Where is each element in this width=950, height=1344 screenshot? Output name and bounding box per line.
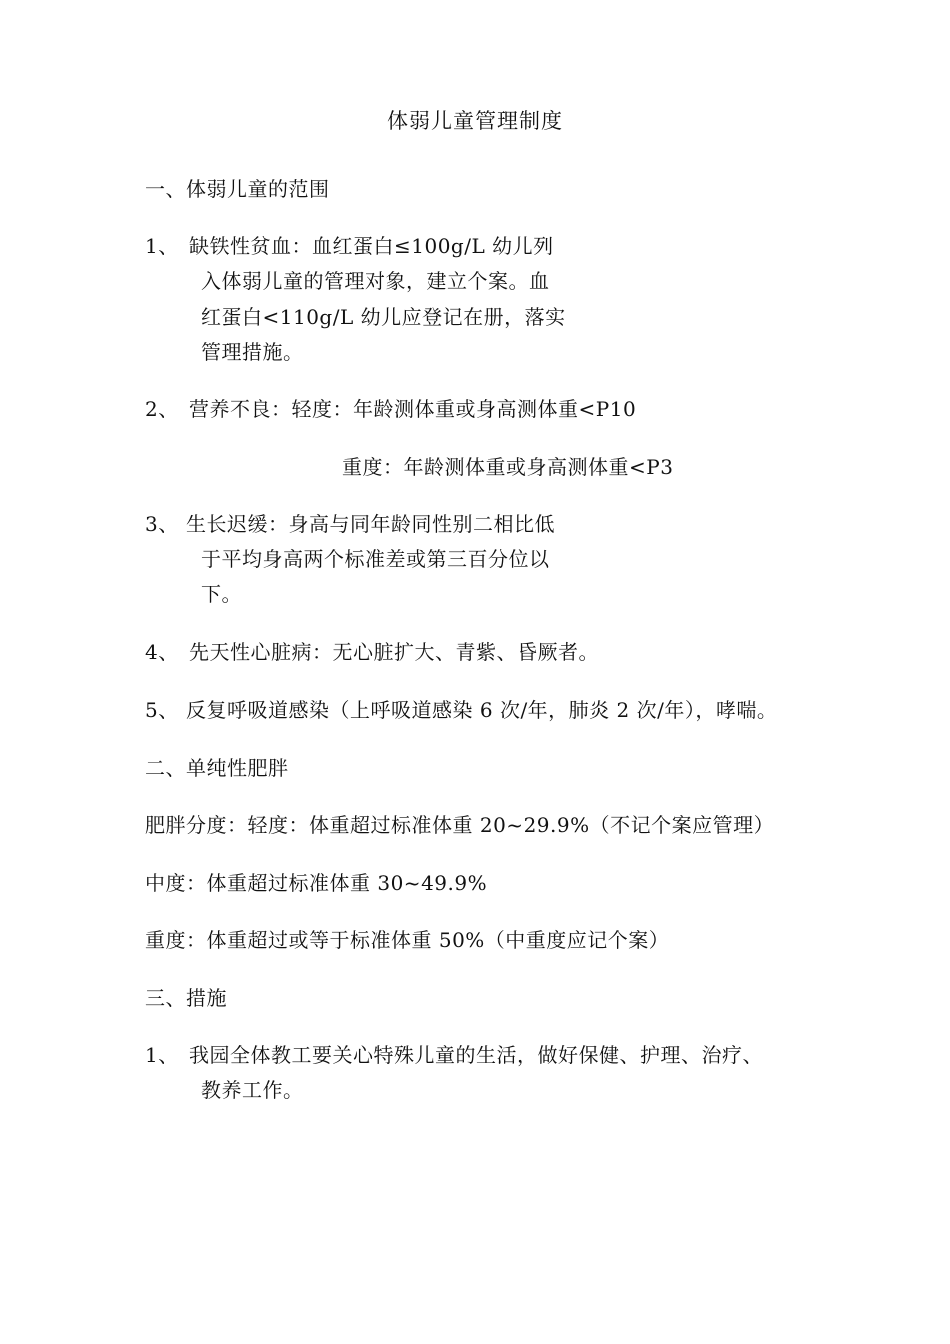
obesity-line-severe: 重度：体重超过或等于标准体重 50%（中重度应记个案） (145, 928, 670, 952)
list-item-3-line-2: 于平均身高两个标准差或第三百分位以 (201, 547, 550, 571)
list-item-3-number: 3、 (145, 512, 179, 536)
list-item-4-line-1: 先天性心脏病：无心脏扩大、青紫、昏厥者。 (189, 640, 599, 664)
list-item-4-number: 4、 (145, 640, 179, 664)
list-item-2-line-2: 重度：年龄测体重或身高测体重<P3 (342, 455, 674, 479)
list-item-5-line-1: 反复呼吸道感染（上呼吸道感染 6 次/年，肺炎 2 次/年），哮喘。 (186, 698, 778, 722)
list-item-5-number: 5、 (145, 698, 179, 722)
list-item-1-number: 1、 (145, 234, 179, 258)
section-heading-1: 一、体弱儿童的范围 (145, 177, 330, 201)
list-item-3-line-1: 生长迟缓：身高与同年龄同性别二相比低 (186, 512, 555, 536)
measure-item-1-number: 1、 (145, 1043, 179, 1067)
document-title: 体弱儿童管理制度 (387, 109, 563, 133)
measure-item-1-line-1: 我园全体教工要关心特殊儿童的生活，做好保健、护理、治疗、 (189, 1043, 763, 1067)
section-heading-3: 三、措施 (145, 986, 227, 1010)
list-item-1-line-3: 红蛋白<110g/L 幼儿应登记在册，落实 (201, 305, 566, 329)
measure-item-1-line-2: 教养工作。 (201, 1078, 304, 1102)
section-heading-2: 二、单纯性肥胖 (145, 756, 289, 780)
list-item-2-line-1: 营养不良：轻度：年龄测体重或身高测体重<P10 (189, 397, 637, 421)
list-item-1-line-1: 缺铁性贫血：血红蛋白≤100g/L 幼儿列 (189, 234, 554, 258)
list-item-3-line-3: 下。 (201, 582, 242, 606)
list-item-1-line-4: 管理措施。 (201, 340, 304, 364)
obesity-line-moderate: 中度：体重超过标准体重 30~49.9% (145, 871, 488, 895)
obesity-line-mild: 肥胖分度：轻度：体重超过标准体重 20~29.9%（不记个案应管理） (145, 813, 775, 837)
list-item-2-number: 2、 (145, 397, 179, 421)
list-item-1-line-2: 入体弱儿童的管理对象，建立个案。血 (201, 269, 550, 293)
